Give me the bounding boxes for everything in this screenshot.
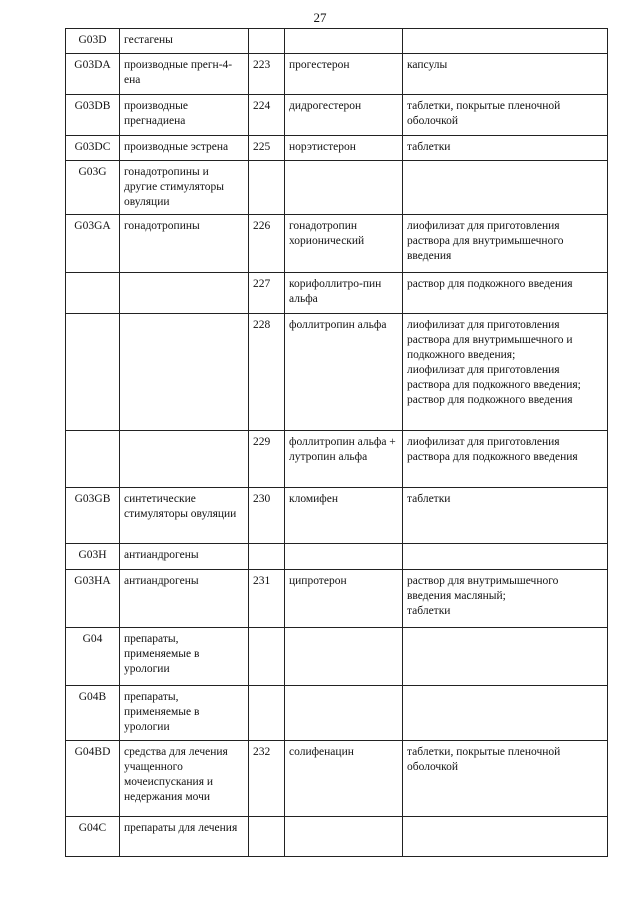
dosage-form xyxy=(403,161,608,215)
table-row xyxy=(66,628,608,686)
row-number: 227 xyxy=(249,273,285,314)
row-number xyxy=(249,29,285,54)
atc-code: G03HA xyxy=(66,570,120,628)
row-number: 231 xyxy=(249,570,285,628)
substance-name: фоллитропин альфа xyxy=(285,314,403,431)
row-number xyxy=(249,686,285,741)
substance-name: кломифен xyxy=(285,488,403,544)
table-row xyxy=(66,215,608,273)
medicines-table xyxy=(65,28,608,857)
group-name xyxy=(120,431,249,488)
substance-name xyxy=(285,628,403,686)
dosage-form: лиофилизат для приготовления раствора для подкожного введения xyxy=(403,431,608,488)
row-number: 223 xyxy=(249,54,285,95)
row-number xyxy=(249,628,285,686)
row-number xyxy=(249,161,285,215)
dosage-form xyxy=(403,817,608,857)
atc-code: G03GA xyxy=(66,215,120,273)
dosage-form: таблетки xyxy=(403,136,608,161)
group-name: гонадотропины xyxy=(120,215,249,273)
substance-name: солифенацин xyxy=(285,741,403,817)
group-name: средства для лечения учащенного мочеиспускания и недержания мочи xyxy=(120,741,249,817)
substance-name: дидрогестерон xyxy=(285,95,403,136)
substance-name xyxy=(285,817,403,857)
group-name: производные прегнадиена xyxy=(120,95,249,136)
dosage-form xyxy=(403,29,608,54)
atc-code: G04 xyxy=(66,628,120,686)
dosage-form: раствор для подкожного введения xyxy=(403,273,608,314)
page-number: 27 xyxy=(313,10,327,25)
substance-name: гонадотропин хорионический xyxy=(285,215,403,273)
substance-name: норэтистерон xyxy=(285,136,403,161)
table-row xyxy=(66,314,608,431)
group-name: антиандрогены xyxy=(120,570,249,628)
dosage-form: таблетки, покрытые пленочной оболочкой xyxy=(403,741,608,817)
group-name: гестагены xyxy=(120,29,249,54)
substance-name xyxy=(285,29,403,54)
group-name: препараты, применяемые в урологии xyxy=(120,686,249,741)
table-row xyxy=(66,741,608,817)
row-number xyxy=(249,544,285,570)
atc-code: G04B xyxy=(66,686,120,741)
substance-name: корифоллитро-пин альфа xyxy=(285,273,403,314)
atc-code: G03DB xyxy=(66,95,120,136)
atc-code: G04BD xyxy=(66,741,120,817)
group-name: производные прегн-4-ена xyxy=(120,54,249,95)
dosage-form: раствор для внутримышечного введения масляный; таблетки xyxy=(403,570,608,628)
atc-code: G03DA xyxy=(66,54,120,95)
dosage-form: таблетки xyxy=(403,488,608,544)
substance-name: фоллитропин альфа + лутропин альфа xyxy=(285,431,403,488)
row-number: 225 xyxy=(249,136,285,161)
table-row xyxy=(66,29,608,54)
group-name: антиандрогены xyxy=(120,544,249,570)
atc-code xyxy=(66,273,120,314)
table-row xyxy=(66,136,608,161)
atc-code: G03D xyxy=(66,29,120,54)
table-row xyxy=(66,54,608,95)
atc-code: G04C xyxy=(66,817,120,857)
table-row xyxy=(66,570,608,628)
group-name: гонадотропины и другие стимуляторы овуляции xyxy=(120,161,249,215)
dosage-form: лиофилизат для приготовления раствора для внутримышечного и подкожного введения; лиофилизат для приготовления раствора для подкожного введения; раствор для подкожного введения xyxy=(403,314,608,431)
table-row xyxy=(66,686,608,741)
group-name: производные эстрена xyxy=(120,136,249,161)
group-name xyxy=(120,273,249,314)
row-number: 230 xyxy=(249,488,285,544)
dosage-form: капсулы xyxy=(403,54,608,95)
row-number xyxy=(249,817,285,857)
atc-code xyxy=(66,314,120,431)
table-row xyxy=(66,817,608,857)
table-row xyxy=(66,161,608,215)
row-number: 224 xyxy=(249,95,285,136)
atc-code: G03DC xyxy=(66,136,120,161)
group-name xyxy=(120,314,249,431)
substance-name xyxy=(285,161,403,215)
dosage-form xyxy=(403,544,608,570)
group-name: препараты для лечения xyxy=(120,817,249,857)
group-name: синтетические стимуляторы овуляции xyxy=(120,488,249,544)
table-row xyxy=(66,488,608,544)
substance-name xyxy=(285,544,403,570)
table-row xyxy=(66,544,608,570)
table-row xyxy=(66,273,608,314)
row-number: 229 xyxy=(249,431,285,488)
atc-code xyxy=(66,431,120,488)
dosage-form: лиофилизат для приготовления раствора для внутримышечного введения xyxy=(403,215,608,273)
atc-code: G03G xyxy=(66,161,120,215)
dosage-form xyxy=(403,686,608,741)
dosage-form: таблетки, покрытые пленочной оболочкой xyxy=(403,95,608,136)
substance-name xyxy=(285,686,403,741)
table-row xyxy=(66,95,608,136)
row-number: 228 xyxy=(249,314,285,431)
atc-code: G03H xyxy=(66,544,120,570)
substance-name: прогестерон xyxy=(285,54,403,95)
row-number: 232 xyxy=(249,741,285,817)
atc-code: G03GB xyxy=(66,488,120,544)
row-number: 226 xyxy=(249,215,285,273)
table-row xyxy=(66,431,608,488)
substance-name: ципротерон xyxy=(285,570,403,628)
group-name: препараты, применяемые в урологии xyxy=(120,628,249,686)
dosage-form xyxy=(403,628,608,686)
